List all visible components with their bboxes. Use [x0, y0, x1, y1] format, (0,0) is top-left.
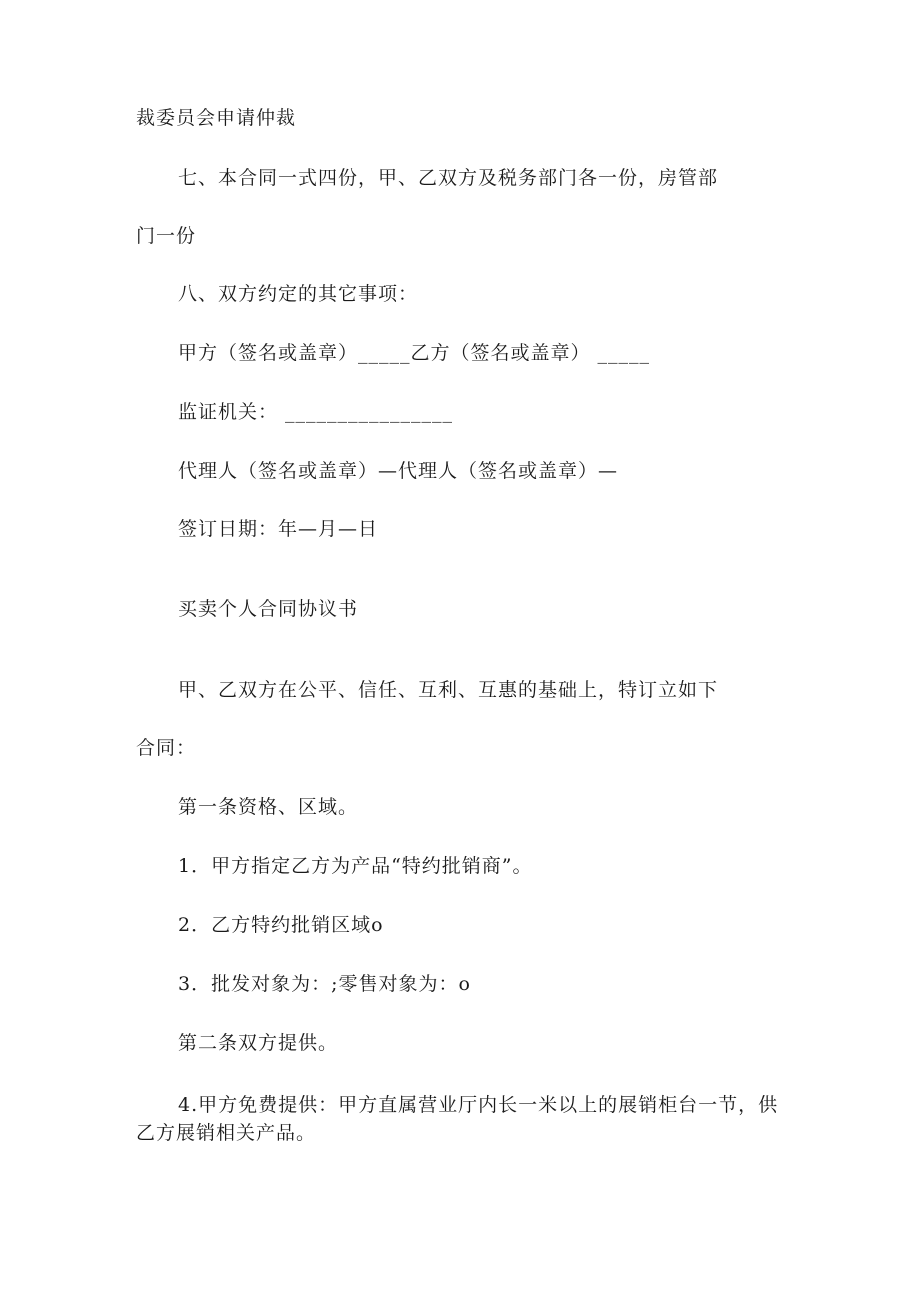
paragraph-line: 甲、乙双方在公平、信任、互利、互惠的基础上，特订立如下	[178, 679, 719, 701]
section-title: 买卖个人合同协议书	[178, 598, 359, 620]
signature-line-parties: 甲方（签名或盖章）_____乙方（签名或盖章） _____	[178, 342, 651, 364]
paragraph-line: 合同：	[136, 737, 197, 759]
signature-line-agents: 代理人（签名或盖章）—代理人（签名或盖章）—	[178, 460, 619, 482]
article-heading: 第一条资格、区域。	[178, 796, 359, 818]
paragraph-line: 裁委员会申请仲裁	[136, 107, 297, 129]
paragraph-line: 七、本合同一式四份，甲、乙双方及税务部门各一份，房管部	[178, 167, 719, 189]
article-heading: 第二条双方提供。	[178, 1032, 339, 1054]
clause-line: 1．甲方指定乙方为产品“特约批销商”。	[178, 855, 533, 877]
clause-line: 3．批发对象为：;零售对象为：o	[178, 973, 471, 995]
clause-line: 2．乙方特约批销区域o	[178, 914, 384, 936]
clause-line: 4.甲方免费提供：甲方直属营业厅内长一米以上的展销柜台一节，供	[178, 1094, 779, 1116]
signature-line-supervisor: 监证机关： ________________	[178, 401, 454, 423]
signing-date-line: 签订日期：年—月—日	[178, 518, 379, 540]
paragraph-line: 门一份	[136, 225, 197, 247]
paragraph-line: 八、双方约定的其它事项：	[178, 283, 419, 305]
clause-line: 乙方展销相关产品。	[136, 1122, 317, 1144]
